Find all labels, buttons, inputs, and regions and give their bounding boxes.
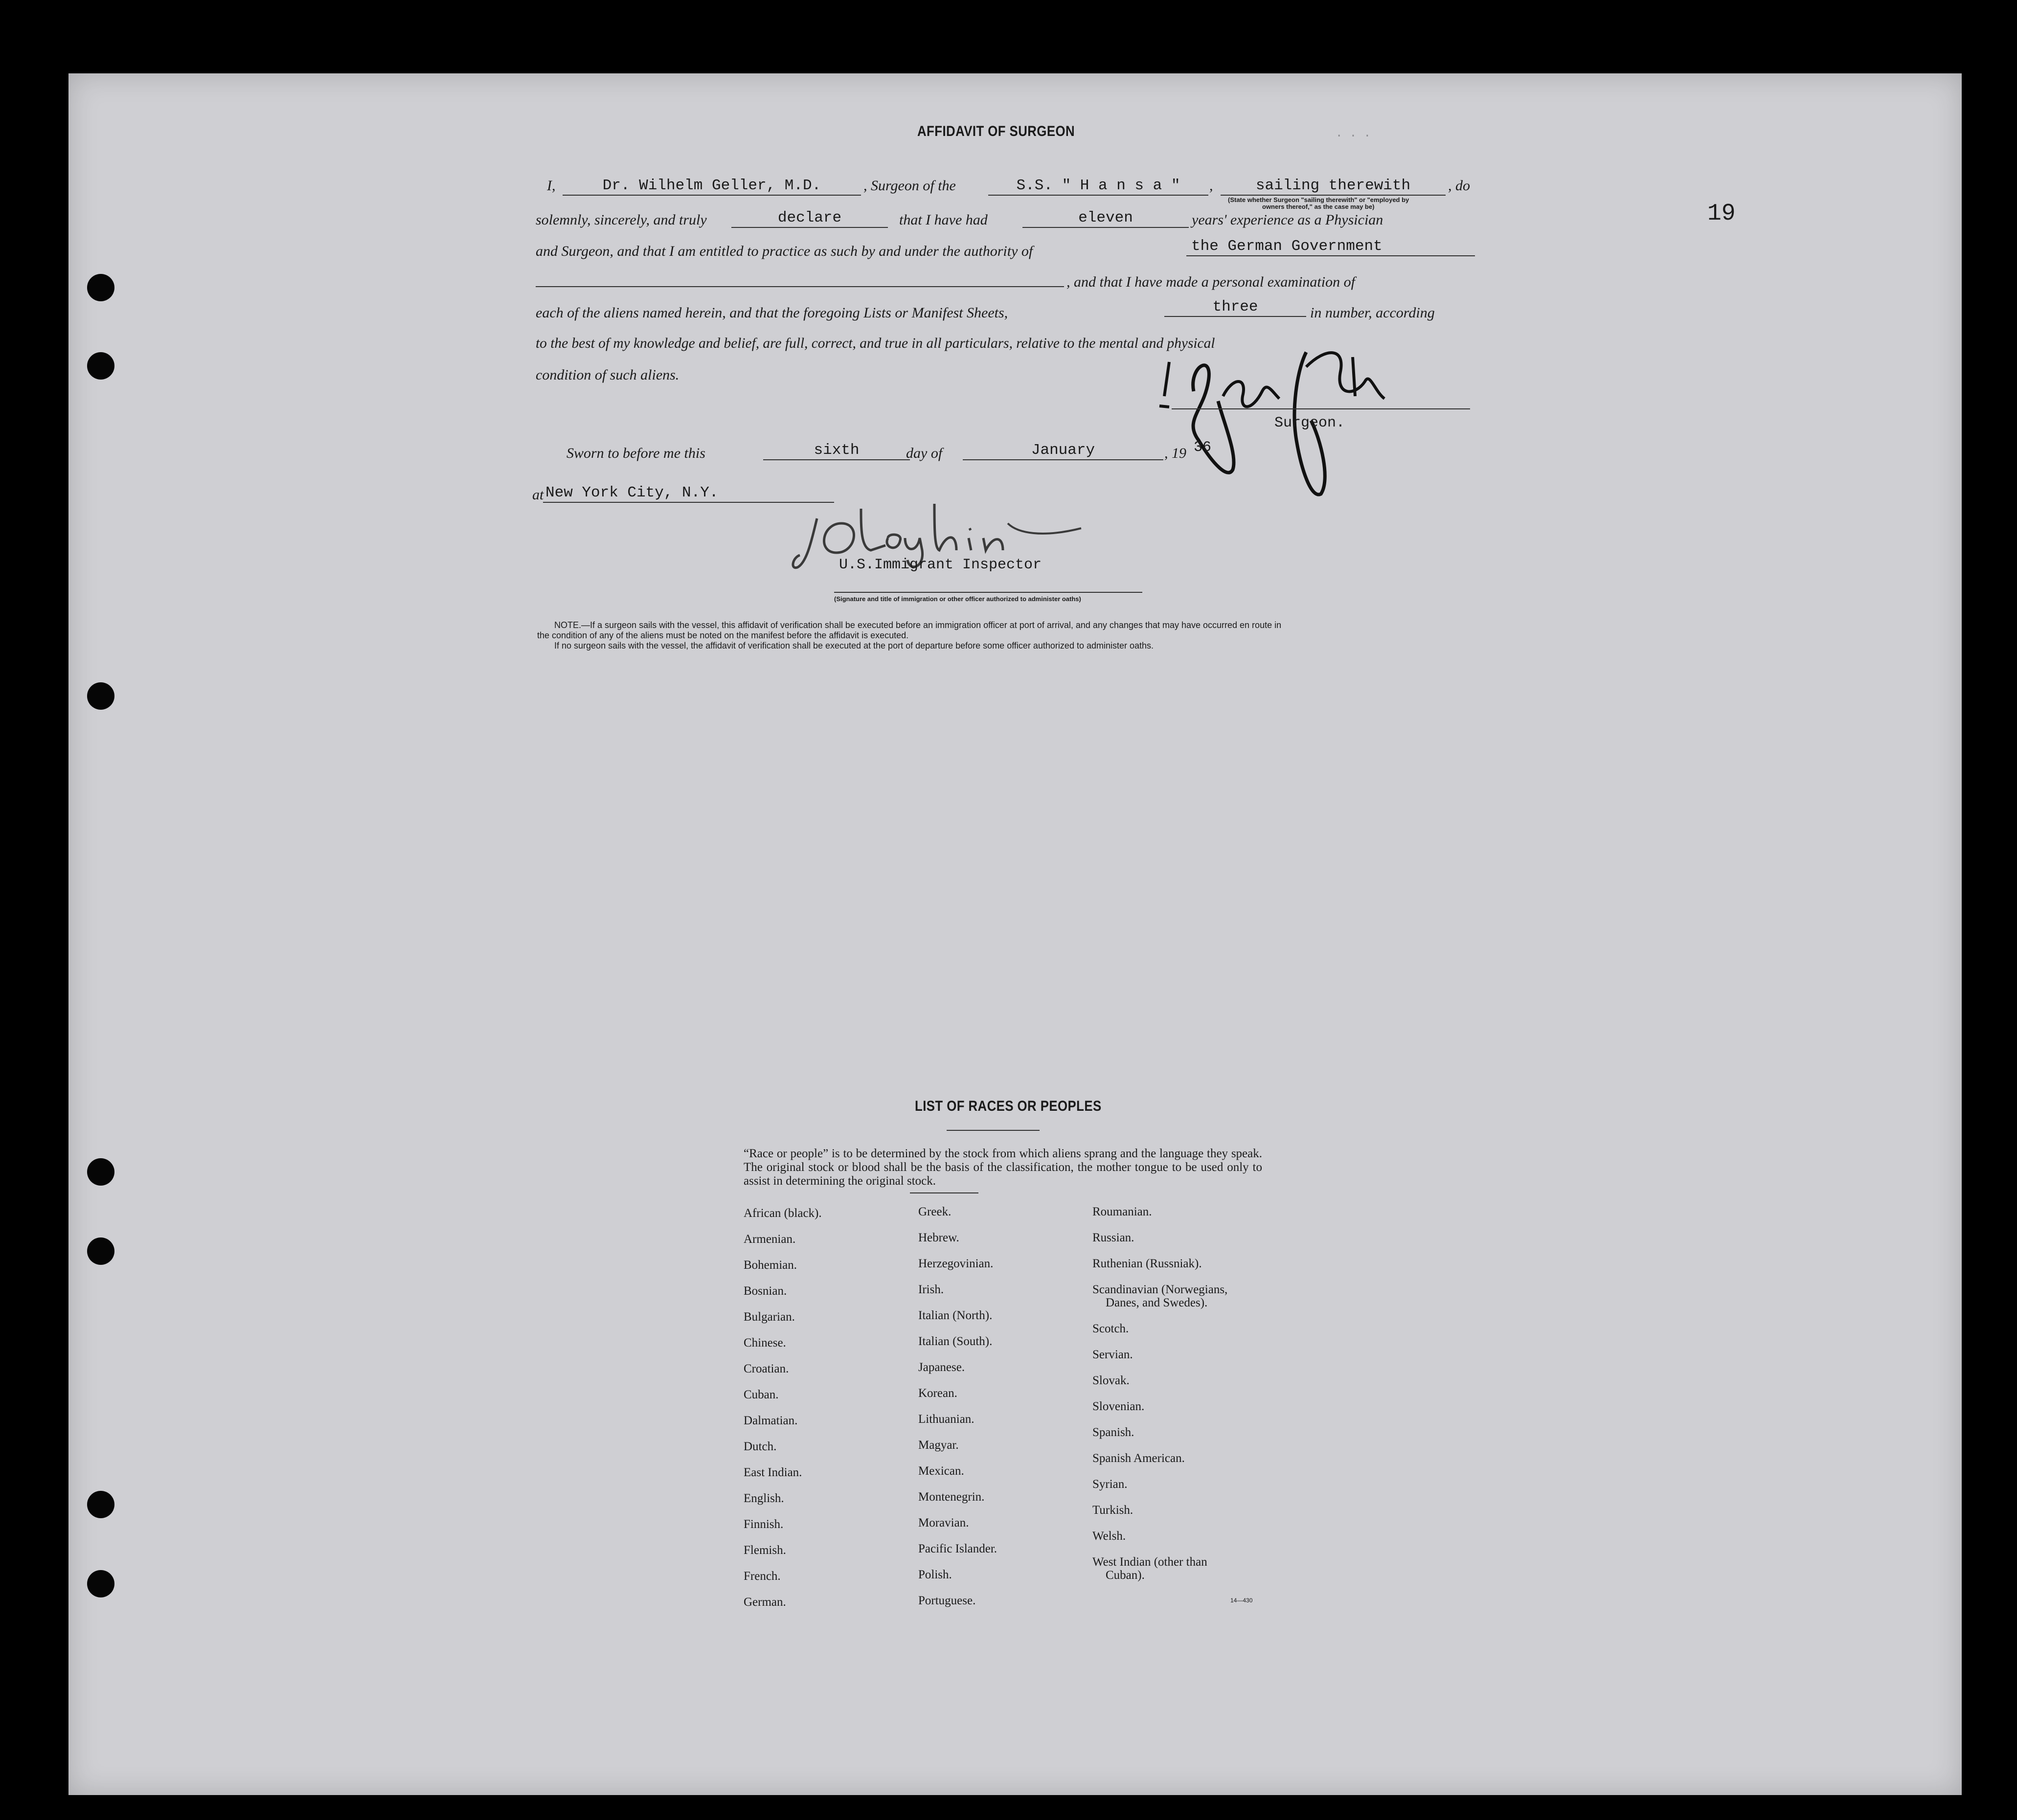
race-item: Roumanian.	[1092, 1205, 1152, 1218]
sheets-count-field: three	[1164, 298, 1306, 317]
race-item: Slovenian.	[1092, 1400, 1145, 1413]
affidavit-line-1-end: , do	[1448, 178, 1470, 194]
affidavit-line-1-prefix: I,	[547, 178, 556, 194]
race-item: Croatian.	[744, 1362, 789, 1375]
race-item: Russian.	[1092, 1231, 1134, 1244]
affidavit-line-2-mid: that I have had	[899, 212, 988, 228]
note-line-1: NOTE.—If a surgeon sails with the vessel, this affidavit of verification shall be executed before an immigration officer at port of arrival, and any changes that may have occurred en route in	[554, 620, 1282, 630]
sworn-mid: day of	[906, 445, 943, 461]
race-item: Syrian.	[1092, 1478, 1128, 1491]
sailing-status-field: sailing therewith	[1221, 177, 1446, 196]
race-item: Slovak.	[1092, 1374, 1130, 1387]
punch-hole	[87, 682, 114, 710]
authority-field: the German Government	[1186, 238, 1475, 256]
affidavit-line-1-mid: , Surgeon of the	[863, 178, 956, 194]
race-item: Dalmatian.	[744, 1414, 798, 1427]
race-item: Magyar.	[918, 1438, 959, 1452]
race-item: Finnish.	[744, 1518, 784, 1531]
sworn-year-value: 36	[1194, 439, 1212, 456]
race-item: Montenegrin.	[918, 1490, 985, 1504]
race-item: Irish.	[918, 1283, 944, 1296]
race-item: Welsh.	[1092, 1529, 1126, 1543]
punch-hole	[87, 1570, 114, 1597]
affidavit-line-6: to the best of my knowledge and belief, are full, correct, and true in all particulars, relative to the mental and physical	[536, 336, 1215, 351]
surgeon-signature	[1150, 293, 1424, 509]
sworn-year-prefix: , 19	[1164, 445, 1186, 461]
authority-continuation-rule	[536, 286, 1064, 287]
inspector-title: U.S.Immigrant Inspector	[839, 557, 1042, 573]
race-item: French.	[744, 1570, 781, 1583]
affidavit-title: AFFIDAVIT OF SURGEON	[917, 123, 1075, 139]
race-item: Hebrew.	[918, 1231, 959, 1244]
vessel-name-field: S.S. " H a n s a "	[988, 177, 1208, 196]
punch-hole	[87, 352, 114, 380]
race-item: Spanish American.	[1092, 1452, 1185, 1465]
sworn-month-field: January	[963, 442, 1163, 460]
document-sheet	[68, 73, 1962, 1795]
race-item: Ruthenian (Russniak).	[1092, 1257, 1202, 1270]
race-item: Italian (North).	[918, 1309, 993, 1322]
surgeon-name-field: Dr. Wilhelm Geller, M.D.	[563, 177, 861, 196]
affidavit-line-5-end: in number, according	[1310, 305, 1435, 321]
race-item: Japanese.	[918, 1361, 965, 1374]
races-intro: “Race or people” is to be determined by the stock from which aliens sprang and the language they speak. The original stock or blood shall be the basis of the classification, the mother tongue to be used only to assist in determining the original stock.	[744, 1147, 1262, 1188]
race-item: African (black).	[744, 1207, 822, 1220]
note-line-2: the condition of any of the aliens must be noted on the manifest before the affidavit is executed.	[537, 630, 909, 640]
place-field: New York City, N.Y.	[543, 484, 834, 503]
at-label: at	[532, 487, 544, 503]
race-item: Polish.	[918, 1568, 952, 1581]
race-item: Lithuanian.	[918, 1413, 975, 1426]
race-item: German.	[744, 1595, 786, 1609]
form-code: 14—430	[1230, 1597, 1253, 1604]
races-title-rule	[947, 1130, 1040, 1131]
punch-hole	[87, 1237, 114, 1265]
race-item: Flemish.	[744, 1544, 786, 1557]
race-item-continuation: Danes, and Swedes).	[1106, 1296, 1208, 1309]
sworn-day-field: sixth	[763, 442, 910, 460]
race-item: Bosnian.	[744, 1284, 787, 1298]
punch-hole	[87, 1491, 114, 1518]
race-item: Bulgarian.	[744, 1310, 795, 1324]
race-item: Scandinavian (Norwegians,	[1092, 1283, 1228, 1296]
sworn-prefix: Sworn to before me this	[567, 445, 705, 461]
affidavit-line-2-prefix: solemnly, sincerely, and truly	[536, 212, 707, 228]
surgeon-signature-line	[1172, 408, 1470, 409]
race-item: Cuban.	[744, 1388, 779, 1401]
race-item: West Indian (other than	[1092, 1555, 1207, 1569]
race-item: Scotch.	[1092, 1322, 1129, 1335]
punch-hole	[87, 274, 114, 301]
race-item: Dutch.	[744, 1440, 777, 1453]
race-item: Armenian.	[744, 1233, 796, 1246]
races-intro-rule	[910, 1192, 978, 1193]
race-item: Chinese.	[744, 1336, 786, 1349]
sailing-note-2: owners thereof," as the case may be)	[1262, 203, 1375, 210]
race-item: Servian.	[1092, 1348, 1133, 1361]
punch-hole	[87, 1158, 114, 1186]
race-item: Moravian.	[918, 1516, 969, 1529]
bleed-through-mark: · · ·	[1336, 130, 1371, 143]
affidavit-line-1-comma: ,	[1209, 178, 1213, 194]
race-item: Herzegovinian.	[918, 1257, 994, 1270]
race-item-continuation: Cuban).	[1106, 1569, 1145, 1582]
race-item: Korean.	[918, 1387, 957, 1400]
race-item: Mexican.	[918, 1464, 964, 1478]
officer-caption: (Signature and title of immigration or other officer authorized to administer oaths)	[834, 595, 1081, 603]
race-item: Greek.	[918, 1205, 952, 1218]
affidavit-line-4-end: , and that I have made a personal examination of	[1066, 274, 1355, 290]
affidavit-line-5-prefix: each of the aliens named herein, and that the foregoing Lists or Manifest Sheets,	[536, 305, 1008, 321]
affidavit-line-2-end: years' experience as a Physician	[1192, 212, 1383, 228]
page-number: 19	[1707, 201, 1736, 227]
race-item: Bohemian.	[744, 1258, 797, 1272]
race-item: Portuguese.	[918, 1594, 976, 1607]
race-item: Pacific Islander.	[918, 1542, 997, 1555]
affidavit-line-7: condition of such aliens.	[536, 367, 680, 383]
race-item: Italian (South).	[918, 1335, 993, 1348]
years-experience-field: eleven	[1022, 209, 1189, 228]
race-item: English.	[744, 1492, 784, 1505]
declare-field: declare	[731, 209, 888, 228]
affidavit-line-3-prefix: and Surgeon, and that I am entitled to practice as such by and under the authority of	[536, 243, 1033, 259]
races-title: LIST OF RACES OR PEOPLES	[915, 1098, 1102, 1114]
officer-signature-rule	[834, 592, 1142, 593]
sailing-note-1: (State whether Surgeon "sailing therewith" or "employed by	[1228, 196, 1409, 203]
race-item: Turkish.	[1092, 1504, 1133, 1517]
race-item: Spanish.	[1092, 1426, 1134, 1439]
surgeon-label: Surgeon.	[1274, 415, 1345, 431]
note-line-3: If no surgeon sails with the vessel, the affidavit of verification shall be executed at the port of departure before some officer authorized to administer oaths.	[554, 641, 1154, 651]
race-item: East Indian.	[744, 1466, 802, 1479]
